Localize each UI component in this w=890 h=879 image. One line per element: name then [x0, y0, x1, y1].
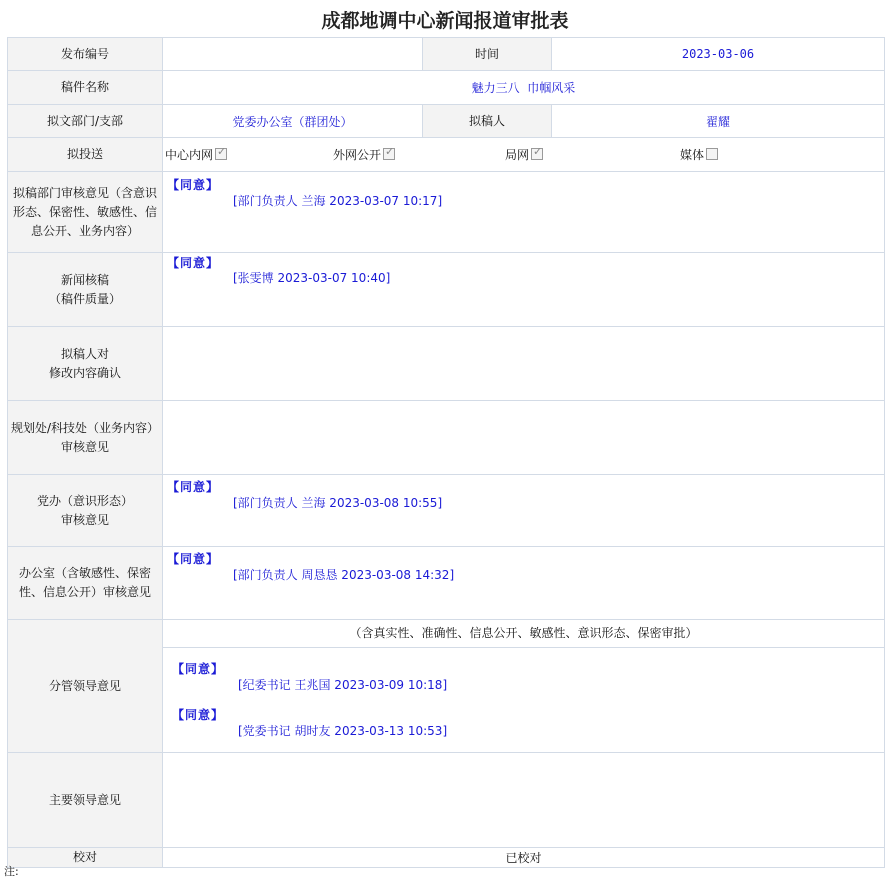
send-option-label: 媒体	[680, 148, 705, 162]
leader-review-opinion-1: 【同意】	[172, 662, 225, 676]
row-news-review	[8, 253, 885, 327]
party-review-opinion: 【同意】	[167, 480, 220, 494]
party-review-signature: [部门负责人 兰海 2023-03-08 10:55]	[233, 496, 443, 510]
planning-review-label-line2: 审核意见	[60, 439, 109, 454]
checkbox-public[interactable]	[383, 145, 395, 160]
news-review-label	[8, 253, 163, 327]
leader-review-cell	[163, 620, 885, 753]
row-dept-review	[8, 172, 885, 253]
approval-form	[7, 37, 885, 868]
send-option-label: 局网	[505, 148, 530, 162]
checkbox-bureau[interactable]	[531, 145, 543, 160]
leader-review-note: （含真实性、准确性、信息公开、敏感性、意识形态、保密审批）	[163, 620, 884, 648]
page-title: 成都地调中心新闻报道审批表	[321, 10, 569, 32]
drafter-confirm-cell[interactable]	[163, 327, 885, 401]
drafter-confirm-label-line1: 拟稿人对	[60, 346, 109, 361]
news-review-label-line1: 新闻核稿	[60, 272, 109, 287]
news-review-signature: [张雯博 2023-03-07 10:40]	[233, 271, 391, 285]
send-label: 拟投送	[8, 138, 163, 172]
send-option-label: 中心内网	[165, 148, 214, 162]
check-icon: ✓	[217, 145, 227, 158]
proofread-value[interactable]: 已校对	[163, 848, 885, 868]
planning-review-label-line1: 规划处/科技处（业务内容）	[10, 420, 160, 435]
planning-review-label	[8, 401, 163, 475]
send-options	[163, 138, 885, 172]
office-review-opinion: 【同意】	[167, 552, 220, 566]
time-value[interactable]: 2023-03-06	[552, 38, 885, 71]
release-no-value[interactable]	[163, 38, 423, 71]
drafter-confirm-label-line2: 修改内容确认	[48, 365, 121, 380]
row-department	[8, 105, 885, 138]
office-review-label: 办公室（含敏感性、保密性、信息公开）审核意见	[8, 547, 163, 620]
proofread-label: 校对	[8, 848, 163, 868]
main-leader-cell[interactable]	[163, 753, 885, 848]
row-drafter-confirm	[8, 327, 885, 401]
row-manuscript-name	[8, 71, 885, 105]
leader-review-opinion-2: 【同意】	[172, 708, 225, 722]
manuscript-name-value[interactable]: 魅力三八 巾帼风采	[163, 71, 885, 105]
check-icon: ✓	[385, 145, 395, 158]
footer-note: 注:	[4, 865, 19, 878]
send-option-label: 外网公开	[333, 148, 382, 162]
party-review-label	[8, 475, 163, 547]
send-option-bureau[interactable]	[505, 146, 543, 163]
leader-review-signature-1: [纪委书记 王兆国 2023-03-09 10:18]	[238, 678, 448, 692]
office-review-signature: [部门负责人 周恳恳 2023-03-08 14:32]	[233, 568, 455, 582]
row-party-review	[8, 475, 885, 547]
party-review-cell	[163, 475, 885, 547]
send-option-intranet[interactable]	[165, 146, 227, 163]
dept-review-signature: [部门负责人 兰海 2023-03-07 10:17]	[233, 194, 443, 208]
row-planning-review	[8, 401, 885, 475]
checkbox-intranet[interactable]	[215, 145, 227, 160]
leader-review-signature-2: [党委书记 胡时友 2023-03-13 10:53]	[238, 724, 448, 738]
send-option-media[interactable]	[680, 146, 718, 163]
office-review-cell	[163, 547, 885, 620]
news-review-cell	[163, 253, 885, 327]
drafter-value[interactable]: 翟耀	[552, 105, 885, 138]
leader-review-label: 分管领导意见	[8, 620, 163, 753]
row-office-review	[8, 547, 885, 620]
row-main-leader	[8, 753, 885, 848]
news-review-opinion: 【同意】	[167, 256, 220, 270]
department-label: 拟文部门/支部	[8, 105, 163, 138]
row-proofread	[8, 848, 885, 868]
planning-review-cell[interactable]	[163, 401, 885, 475]
party-review-label-line2: 审核意见	[60, 512, 109, 527]
row-send-targets	[8, 138, 885, 172]
dept-review-cell	[163, 172, 885, 253]
manuscript-name-label: 稿件名称	[8, 71, 163, 105]
news-review-label-line2: （稿件质量）	[48, 291, 121, 306]
send-option-public[interactable]	[333, 146, 395, 163]
party-review-label-line1: 党办（意识形态）	[36, 493, 133, 508]
dept-review-label: 拟稿部门审核意见（含意识形态、保密性、敏感性、信息公开、业务内容）	[8, 172, 163, 253]
drafter-confirm-label	[8, 327, 163, 401]
main-leader-label: 主要领导意见	[8, 753, 163, 848]
dept-review-opinion: 【同意】	[167, 178, 220, 192]
release-no-label: 发布编号	[8, 38, 163, 71]
row-leader-review	[8, 620, 885, 753]
check-icon: ✓	[533, 145, 543, 158]
row-release-no	[8, 38, 885, 71]
time-label: 时间	[423, 38, 552, 71]
checkbox-media[interactable]	[706, 148, 718, 160]
department-value[interactable]: 党委办公室（群团处）	[163, 105, 423, 138]
drafter-label: 拟稿人	[423, 105, 552, 138]
